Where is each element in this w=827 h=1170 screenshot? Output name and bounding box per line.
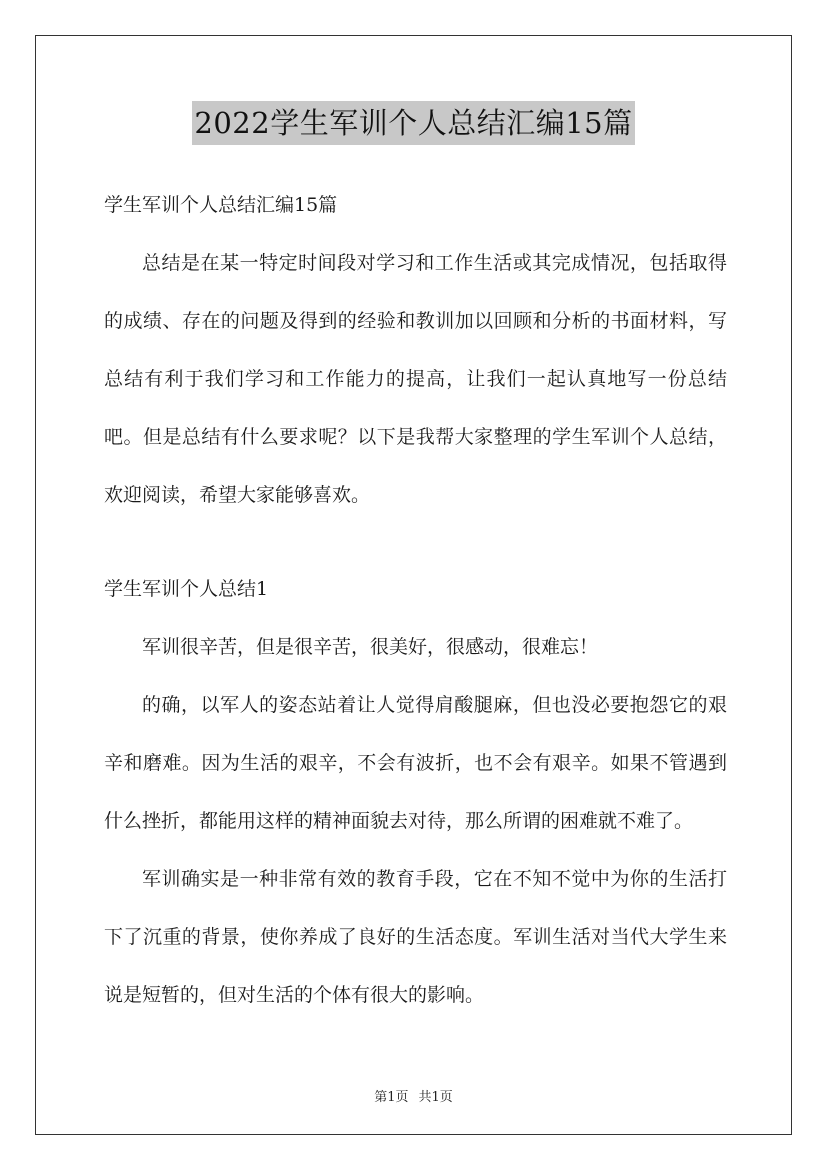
page-number: 第1页: [374, 1090, 409, 1105]
document-title: 2022学生军训个人总结汇编15篇: [192, 101, 634, 145]
page-total: 共1页: [418, 1090, 453, 1105]
document-page: [35, 35, 792, 1135]
body-paragraph: 军训确实是一种非常有效的教育手段，它在不知不觉中为你的生活打下了沉重的背景，使你养成了良好的生活态度。军训生活对当代大学生来说是短暂的，但对生活的个体有很大的影响。: [104, 868, 727, 1006]
body-paragraph: 的确，以军人的姿态站着让人觉得肩酸腿麻，但也没必要抱怨它的艰辛和磨难。因为生活的艰辛，不会有波折，也不会有艰辛。如果不管遇到什么挫折，都能用这样的精神面貌去对待，那么所谓的困难就不难了。: [104, 694, 727, 832]
intro-paragraph: 总结是在某一特定时间段对学习和工作生活或其完成情况，包括取得的成绩、存在的问题及得到的经验和教训加以回顾和分析的书面材料，写总结有利于我们学习和工作能力的提高，让我们一起认真地写一份总结吧。但是总结有什么要求呢？以下是我帮大家整理的学生军训个人总结，欢迎阅读，希望大家能够喜欢。: [104, 252, 727, 506]
page-footer: [36, 1086, 791, 1105]
section-gap: [104, 524, 727, 560]
section-heading: 学生军训个人总结1: [104, 578, 269, 600]
body-paragraph: 军训很辛苦，但是很辛苦，很美好，很感动，很难忘！: [142, 636, 599, 658]
document-subtitle: 学生军训个人总结汇编15篇: [104, 194, 338, 216]
document-body: [104, 176, 727, 1024]
title-container: [36, 101, 791, 145]
